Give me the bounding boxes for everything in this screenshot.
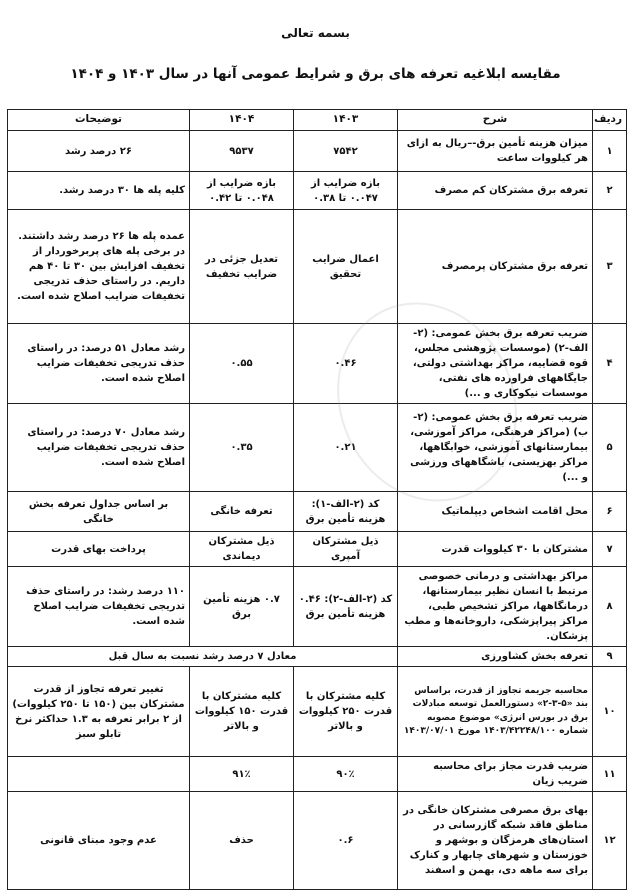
row-value-1404: ۰.۳۵ [190,404,294,492]
row-description: تعرفه بخش کشاورزی [398,647,593,667]
row-number: ۱۰ [593,667,627,757]
row-description: ضریب تعرفه برق بخش عمومی: (۲-ب) (مراکز فرهنگی، مراکز آموزشی، بیمارستانهای آموزشی، خوابگاهها، مراکز بهزیستی، باشگاههای ورزشی و ...) [398,404,593,492]
row-description: ضریب تعرفه برق بخش عمومی: (۲-الف-۲) (موسسات پژوهشی مجلس، قوه قضاییه، مراکز بهداشتی دولتی، جایگاههای فراورده های نفتی، موسسات نیکوکاری و ...) [398,324,593,404]
row-description: محل اقامت اشخاص دیپلماتیک [398,492,593,532]
tariff-comparison-table [7,109,627,890]
row-description: تعرفه برق مشترکان کم مصرف [398,172,593,210]
row-number: ۱ [593,131,627,172]
row-number: ۱۲ [593,792,627,890]
table-row [8,172,627,210]
row-description: مشترکان با ۳۰ کیلووات قدرت [398,532,593,567]
row-value-1404: حذف [190,792,294,890]
col-header-notes: توضیحات [8,110,190,131]
table-row [8,567,627,647]
table-row [8,647,627,667]
row-value-1403: اعمال ضرایب تحقیق [294,210,398,324]
row-description: میزان هزینه تأمین برق-–ریال به ازای هر کیلووات ساعت [398,131,593,172]
row-notes [8,757,190,792]
row-description: تعرفه برق مشترکان پرمصرف [398,210,593,324]
col-header-num: ردیف [593,110,627,131]
col-header-1403: ۱۴۰۳ [294,110,398,131]
row-value-1404: ۹۵۳۷ [190,131,294,172]
row-value-1404: ۰.۵۵ [190,324,294,404]
table-row [8,532,627,567]
row-value-1403: ذیل مشترکان آمپری [294,532,398,567]
row-number: ۸ [593,567,627,647]
row-number: ۴ [593,324,627,404]
table-row [8,667,627,757]
row-value-1403: ۰.۲۱ [294,404,398,492]
row-notes: رشد معادل ۷۰ درصد: در راستای حذف تدریجی تخفیفات ضرایب اصلاح شده است. [8,404,190,492]
row-value-1403: ۷۵۴۲ [294,131,398,172]
table-row [8,492,627,532]
row-notes: عمده پله ها ۲۶ درصد رشد داشتند. در برخی پله های پربرخوردار از تخفیف افزایش بین ۳۰ تا ۴۰ هم داریم. در راستای حذف تدریجی تخفیفات ضرایب اصلاح شده است. [8,210,190,324]
bismillah-heading: بسمه تعالی [281,26,350,40]
table-row [8,404,627,492]
table-header-row [8,110,627,131]
document-title: مقایسه ابلاغیه تعرفه های برق و شرایط عمومی آنها در سال ۱۴۰۳ و ۱۴۰۴ [70,66,561,82]
row-value-1403: کلیه مشترکان با قدرت ۲۵۰ کیلووات و بالاتر [294,667,398,757]
row-number: ۲ [593,172,627,210]
table-row [8,324,627,404]
row-notes: ۱۱۰ درصد رشد: در راستای حذف تدریجی تخفیفات ضرایب اصلاح شده است. [8,567,190,647]
table-row [8,757,627,792]
row-value-1403: بازه ضرایب از ۰.۰۴۷ تا ۰.۳۸ [294,172,398,210]
row-description: بهای برق مصرفی مشترکان خانگی در مناطق فاقد شبکه گازرسانی در استان‌های هرمزگان و بوشهر و خوزستان و شهرهای چابهار و کنارک برای سه ماهه دی، بهمن و اسفند [398,792,593,890]
table-row [8,131,627,172]
row-number: ۱۱ [593,757,627,792]
row-notes: کلیه پله ها ۳۰ درصد رشد. [8,172,190,210]
row-value-1404: کلیه مشترکان با قدرت ۱۵۰ کیلووات و بالاتر [190,667,294,757]
row-value-1404: تعدیل جزئی در ضرایب تخفیف [190,210,294,324]
row-value-1403: ۹۰٪ [294,757,398,792]
row-value-1403: ۰.۴۶ [294,324,398,404]
row-value-1404: ذیل مشترکان دیماندی [190,532,294,567]
row-value-1404: ۹۱٪ [190,757,294,792]
row-number: ۹ [593,647,627,667]
col-header-1404: ۱۴۰۴ [190,110,294,131]
row-value-1403: کد (۲-الف-۱): هزینه تأمین برق [294,492,398,532]
table-row [8,792,627,890]
row-value-1404: ۰.۷ هزینه تأمین برق [190,567,294,647]
row-notes: عدم وجود مبنای قانونی [8,792,190,890]
row-description: محاسبه جریمه تجاوز از قدرت، براساس بند «۵-۳-۲» دستورالعمل توسعه مبادلات برق در بورس انرژی» موضوع مصوبه شماره ۱۴۰۳/۴۲۲۴۸/۱۰۰ مورخ ۱۴۰۳/۰۷/۰۱ [398,667,593,757]
row-notes: تغییر تعرفه تجاوز از قدرت مشترکان بین (۱۵۰ تا ۲۵۰ کیلووات) از ۲ برابر تعرفه به ۱.۳ حداکثر نرخ تابلو سبز [8,667,190,757]
row-notes: بر اساس جداول تعرفه بخش خانگی [8,492,190,532]
table-row [8,210,627,324]
row-value-1403: ۰.۶ [294,792,398,890]
row-notes: رشد معادل ۵۱ درصد: در راستای حذف تدریجی تخفیفات ضرایب اصلاح شده است. [8,324,190,404]
row-number: ۷ [593,532,627,567]
row-description: مراکز بهداشتی و درمانی خصوصی مرتبط با انسان نظیر بیمارستانها، درمانگاهها، مراکز تشخیص طبی، مراکز پیراپزشکی، داروخانه‌ها و مطب پزشکان. [398,567,593,647]
row-number: ۳ [593,210,627,324]
row-notes: ۲۶ درصد رشد [8,131,190,172]
row-number: ۵ [593,404,627,492]
row-notes: پرداخت بهای قدرت [8,532,190,567]
row-description: ضریب قدرت مجاز برای محاسبه ضریب زیان [398,757,593,792]
row-value-1404: بازه ضرایب از ۰.۰۴۸ تا ۰.۴۲ [190,172,294,210]
row-value-1404: تعرفه خانگی [190,492,294,532]
col-header-desc: شرح [398,110,593,131]
row-merged-value: معادل ۷ درصد رشد نسبت به سال قبل [8,647,398,667]
row-number: ۶ [593,492,627,532]
row-value-1403: کد (۲-الف-۲): ۰.۴۶ هزینه تأمین برق [294,567,398,647]
